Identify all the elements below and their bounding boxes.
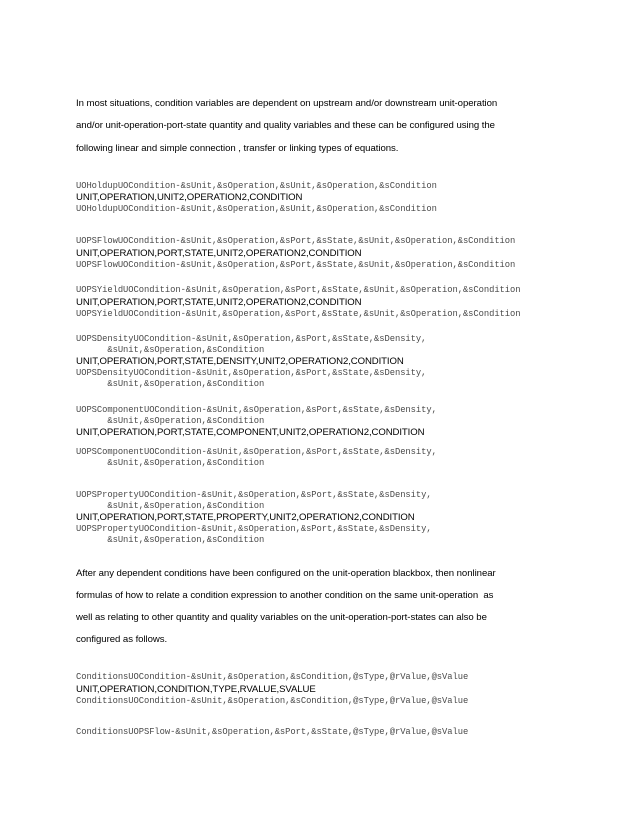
component-code-line: &sUnit,&sOperation,&sCondition [76, 458, 265, 468]
density-signature: UNIT,OPERATION,PORT,STATE,DENSITY,UNIT2,OPERATION2,CONDITION [76, 356, 404, 367]
intro-line-3: following linear and simple connection , transfer or linking types of equations. [76, 143, 399, 154]
component-code-line: UOPSComponentUOCondition-&sUnit,&sOperation,&sPort,&sState,&sDensity, [76, 447, 437, 457]
property-code-line: UOPSPropertyUOCondition-&sUnit,&sOperation,&sPort,&sState,&sDensity, [76, 524, 432, 534]
flow-code-line: UOPSFlowUOCondition-&sUnit,&sOperation,&sPort,&sState,&sUnit,&sOperation,&sCondition [76, 236, 516, 246]
density-code-line: &sUnit,&sOperation,&sCondition [76, 379, 265, 389]
density-code-line: UOPSDensityUOCondition-&sUnit,&sOperation,&sPort,&sState,&sDensity, [76, 334, 427, 344]
after-line-1: After any dependent conditions have been configured on the unit-operation blackbox, then nonlinear [76, 568, 496, 579]
property-code-line: &sUnit,&sOperation,&sCondition [76, 501, 265, 511]
intro-line-1: In most situations, condition variables are dependent on upstream and/or downstream unit-operation [76, 98, 498, 109]
density-code-line: UOPSDensityUOCondition-&sUnit,&sOperation,&sPort,&sState,&sDensity, [76, 368, 427, 378]
property-code-line: UOPSPropertyUOCondition-&sUnit,&sOperation,&sPort,&sState,&sDensity, [76, 490, 432, 500]
component-signature: UNIT,OPERATION,PORT,STATE,COMPONENT,UNIT2,OPERATION2,CONDITION [76, 427, 425, 438]
yield-code-line: UOPSYieldUOCondition-&sUnit,&sOperation,&sPort,&sState,&sUnit,&sOperation,&sCondition [76, 309, 521, 319]
intro-line-2: and/or unit-operation-port-state quantity and quality variables and these can be configured using the [76, 120, 495, 131]
conditions-signature: UNIT,OPERATION,CONDITION,TYPE,RVALUE,SVALUE [76, 684, 316, 695]
holdup-code-line: UOHoldupUOCondition-&sUnit,&sOperation,&sUnit,&sOperation,&sCondition [76, 181, 437, 191]
density-code-line: &sUnit,&sOperation,&sCondition [76, 345, 265, 355]
component-code-line: UOPSComponentUOCondition-&sUnit,&sOperation,&sPort,&sState,&sDensity, [76, 405, 437, 415]
yield-code-line: UOPSYieldUOCondition-&sUnit,&sOperation,&sPort,&sState,&sUnit,&sOperation,&sCondition [76, 285, 521, 295]
flow-conditions-code-line: ConditionsUOPSFlow-&sUnit,&sOperation,&sPort,&sState,@sType,@rValue,@sValue [76, 727, 469, 737]
property-signature: UNIT,OPERATION,PORT,STATE,PROPERTY,UNIT2,OPERATION2,CONDITION [76, 512, 415, 523]
after-line-4: configured as follows. [76, 634, 168, 645]
property-code-line: &sUnit,&sOperation,&sCondition [76, 535, 265, 545]
component-code-line: &sUnit,&sOperation,&sCondition [76, 416, 265, 426]
holdup-code-line: UOHoldupUOCondition-&sUnit,&sOperation,&sUnit,&sOperation,&sCondition [76, 204, 437, 214]
after-line-2: formulas of how to relate a condition expression to another condition on the same unit-operation as [76, 590, 494, 601]
conditions-code-line: ConditionsUOCondition-&sUnit,&sOperation,&sCondition,@sType,@rValue,@sValue [76, 672, 469, 682]
flow-code-line: UOPSFlowUOCondition-&sUnit,&sOperation,&sPort,&sState,&sUnit,&sOperation,&sCondition [76, 260, 516, 270]
yield-signature: UNIT,OPERATION,PORT,STATE,UNIT2,OPERATION2,CONDITION [76, 297, 362, 308]
flow-signature: UNIT,OPERATION,PORT,STATE,UNIT2,OPERATION2,CONDITION [76, 248, 362, 259]
conditions-code-line: ConditionsUOCondition-&sUnit,&sOperation,&sCondition,@sType,@rValue,@sValue [76, 696, 469, 706]
after-line-3: well as relating to other quantity and quality variables on the unit-operation-port-states can also be [76, 612, 487, 623]
holdup-signature: UNIT,OPERATION,UNIT2,OPERATION2,CONDITION [76, 192, 303, 203]
